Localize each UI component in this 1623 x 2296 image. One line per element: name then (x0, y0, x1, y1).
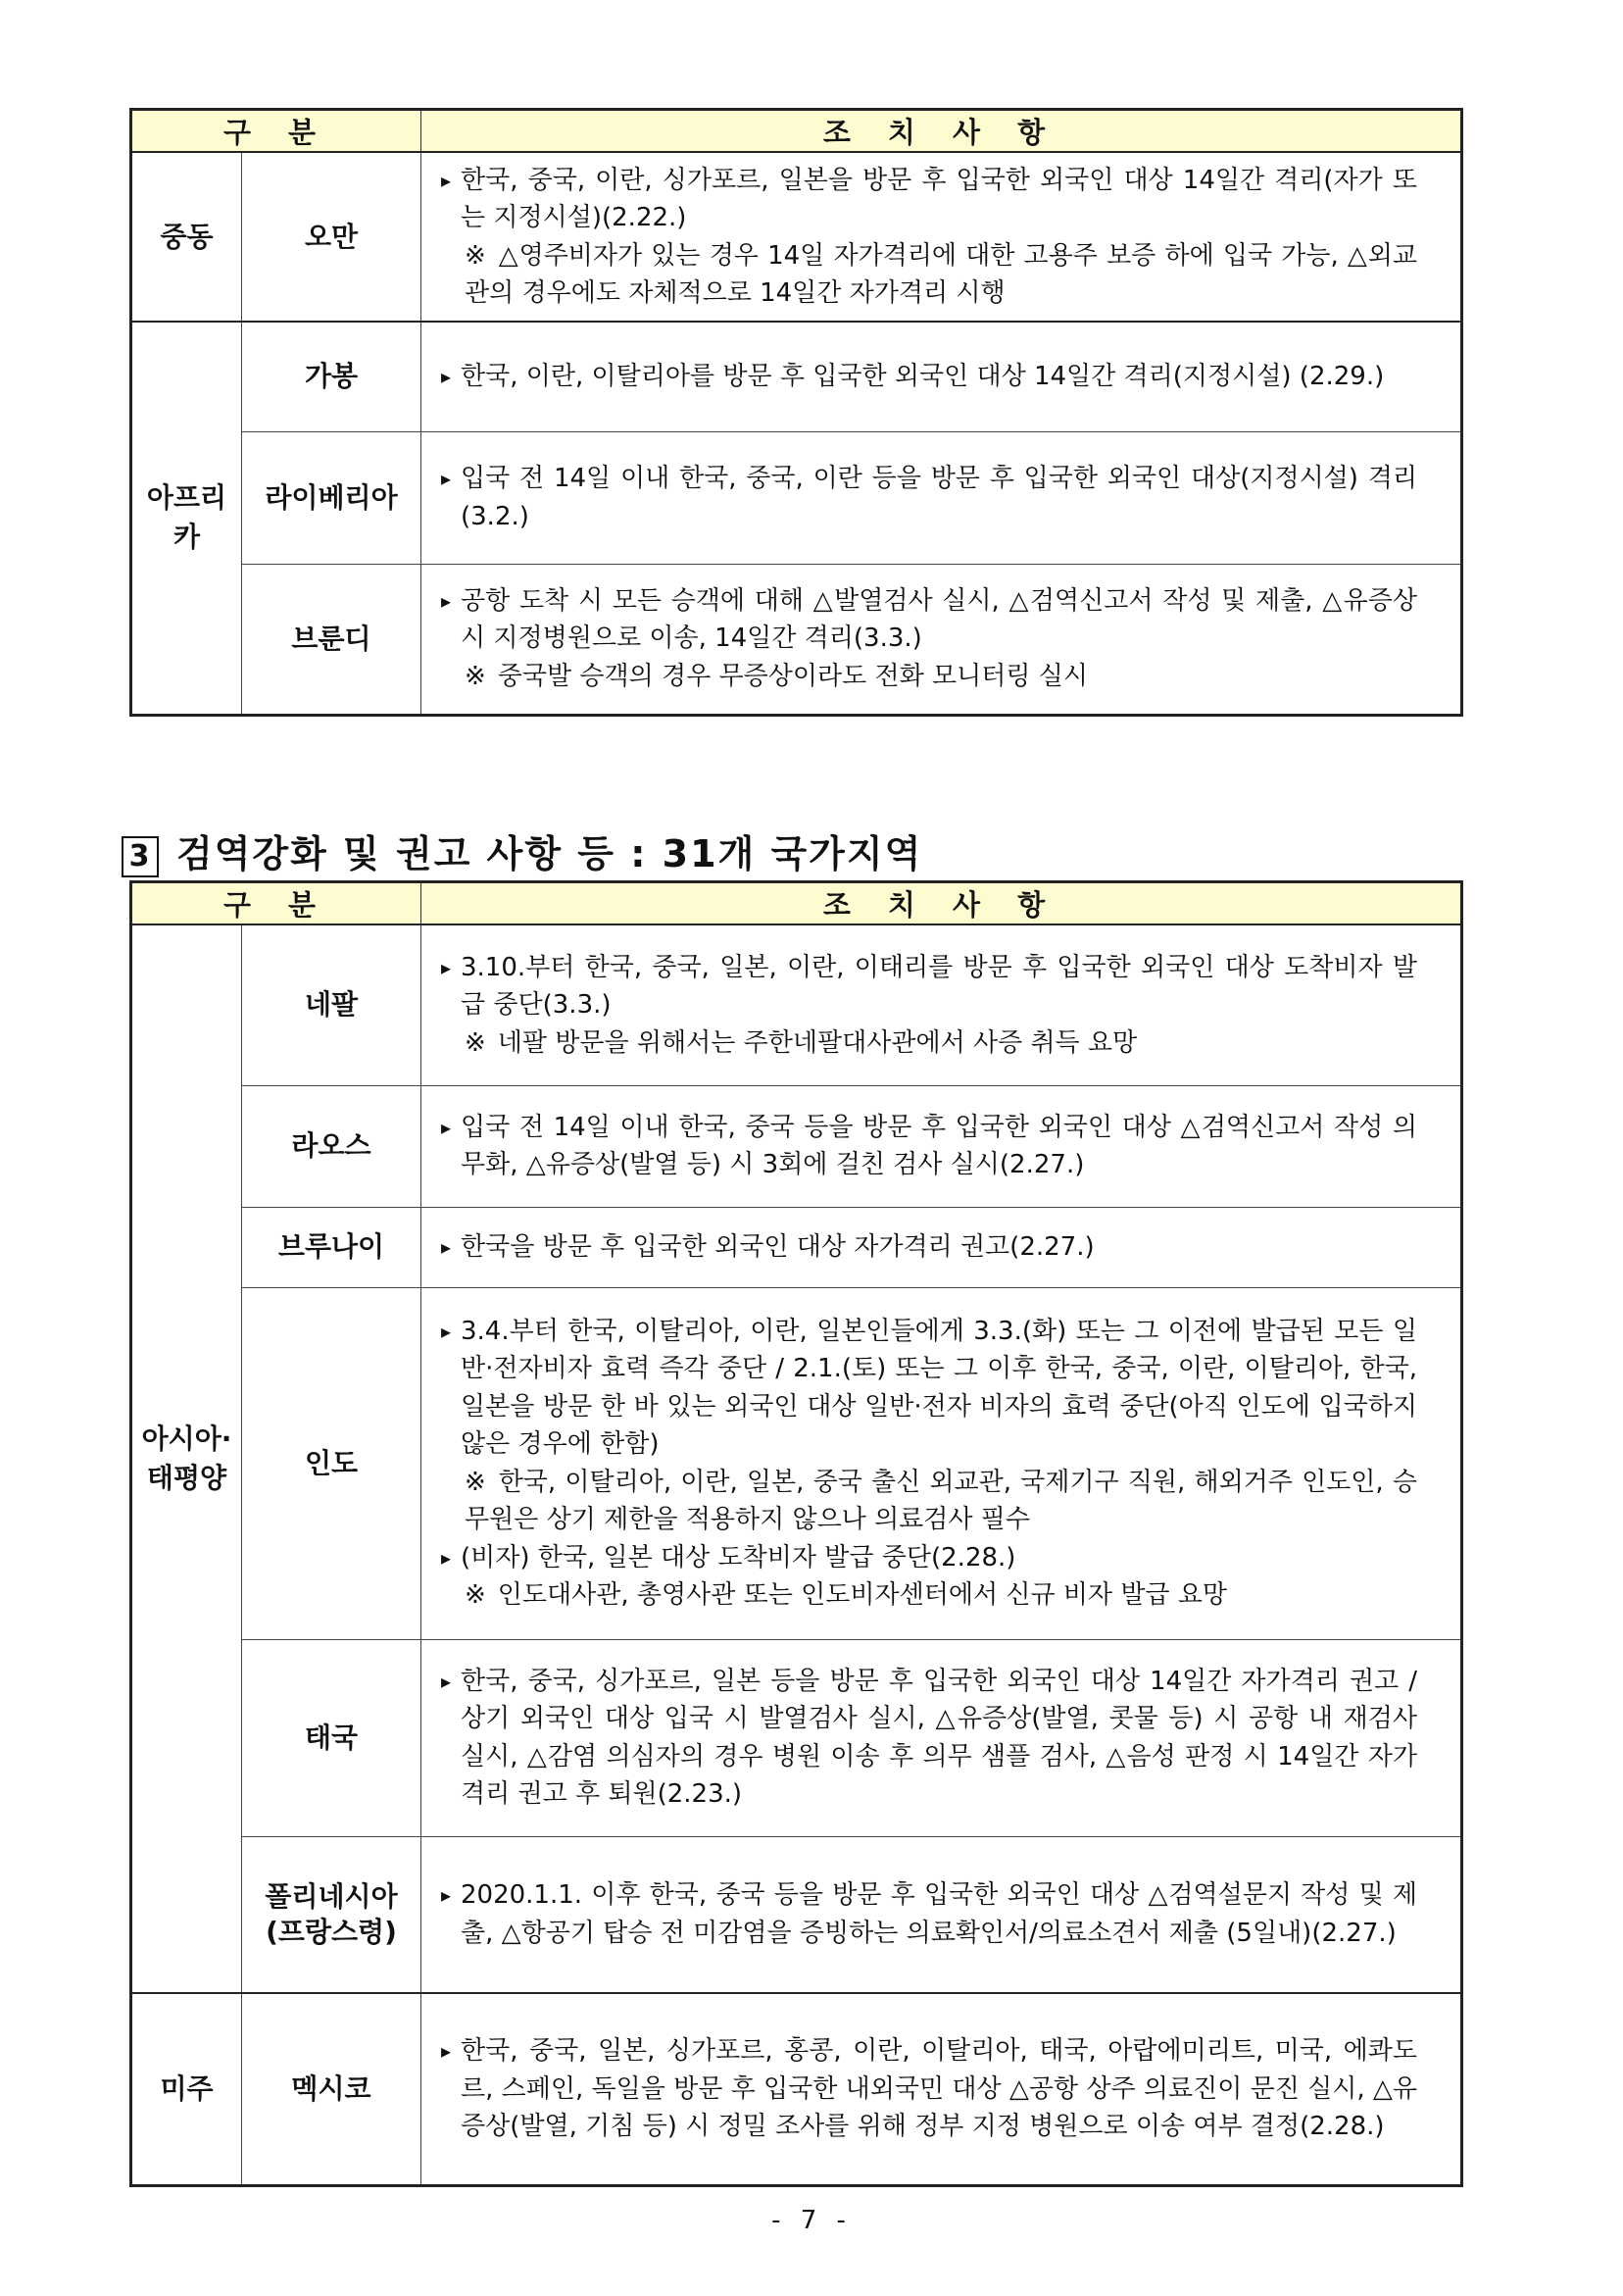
country-cell: 멕시코 (242, 1993, 421, 2185)
region-cell: 중동 (131, 152, 242, 322)
measure-bullet: ▸ 입국 전 14일 이내 한국, 중국 등을 방문 후 입국한 외국인 대상 △검역신고서 작성 의무화, △유증상(발열 등) 시 3회에 걸친 검사 실시(2.27.) (443, 1109, 1417, 1184)
measure-bullet: ▸ 공항 도착 시 모든 승객에 대해 △발열검사 실시, △검역신고서 작성 및 제출, △유증상 시 지정병원으로 이송, 14일간 격리(3.3.) (443, 582, 1417, 658)
measure-bullet: ▸ 2020.1.1. 이후 한국, 중국 등을 방문 후 입국한 외국인 대상 △검역설문지 작성 및 제출, △항공기 탑승 전 미감염을 증빙하는 의료확인서/의료소견서 제출 (5일내)(2.27.) (443, 1876, 1417, 1952)
measure-bullet: ▸ 한국, 중국, 싱가포르, 일본 등을 방문 후 입국한 외국인 대상 14일간 자가격리 권고 / 상기 외국인 대상 입국 시 발열검사 실시, △유증상(발열, 콧물 등) 시 공항 내 재검사 실시, △감염 의심자의 경우 병원 이송 후 의무 샘플 검사, △음성 판정 시 14일간 자가격리 권고 후 퇴원(2.23.) (443, 1663, 1417, 1814)
header-measures: 조 치 사 항 (421, 110, 1462, 153)
measure-cell (421, 564, 1462, 715)
measure-cell (421, 1836, 1462, 1993)
measure-cell (421, 322, 1462, 431)
measure-cell (421, 1287, 1462, 1639)
section-number-box: 3 (122, 836, 159, 877)
measure-note: ※ 네팔 방문을 위해서는 주한네팔대사관에서 사증 취득 요망 (465, 1027, 1138, 1058)
measure-bullet: ▸ 3.10.부터 한국, 중국, 일본, 이란, 이태리를 방문 후 입국한 외국인 대상 도착비자 발급 중단(3.3.) (443, 949, 1417, 1024)
country-cell: 라이베리아 (242, 431, 421, 564)
country-cell: 인도 (242, 1287, 421, 1639)
country-cell: 라오스 (242, 1085, 421, 1207)
country-cell: 오만 (242, 152, 421, 322)
region-cell: 아시아· 태평양 (131, 924, 242, 1993)
measure-note: ※ △영주비자가 있는 경우 14일 자가격리에 대한 고용주 보증 하에 입국 가능, △외교관의 경우에도 자체적으로 14일간 자가격리 시행 (465, 240, 1417, 308)
header-category: 구 분 (131, 110, 421, 153)
table-row (131, 1836, 1462, 1993)
measure-note: ※ 인도대사관, 총영사관 또는 인도비자센터에서 신규 비자 발급 요망 (465, 1580, 1228, 1610)
measure-bullet: ▸ 3.4.부터 한국, 이탈리아, 이란, 일본인들에게 3.3.(화) 또는 그 이전에 발급된 모든 일반·전자비자 효력 즉각 중단 / 2.1.(토) 또는 그 이후 한국, 중국, 이란, 이탈리아, 한국, 일본을 방문 한 바 있는 외국인 대상 일반·전자 비자의 효력 중단(아직 인도에 입국하지 않은 경우에 한함) (443, 1313, 1417, 1464)
country-cell: 가봉 (242, 322, 421, 431)
measure-cell (421, 1993, 1462, 2185)
measure-bullet: ▸ 한국, 이란, 이탈리아를 방문 후 입국한 외국인 대상 14일간 격리(지정시설) (2.29.) (443, 358, 1417, 396)
table-row (131, 1085, 1462, 1207)
measure-bullet: ▸ (비자) 한국, 일본 대상 도착비자 발급 중단(2.28.) (443, 1539, 1417, 1577)
measures-table-2 (129, 880, 1463, 2187)
measure-note: ※ 한국, 이탈리아, 이란, 일본, 중국 출신 외교관, 국제기구 직원, 해외거주 인도인, 승무원은 상기 제한을 적용하지 않으나 의료검사 필수 (465, 1467, 1417, 1534)
country-cell: 폴리네시아 (프랑스령) (242, 1836, 421, 1993)
header-measures: 조 치 사 항 (421, 882, 1462, 925)
measure-bullet: ▸ 입국 전 14일 이내 한국, 중국, 이란 등을 방문 후 입국한 외국인 대상(지정시설) 격리(3.2.) (443, 460, 1417, 535)
table-row (131, 1639, 1462, 1836)
table-row (131, 1287, 1462, 1639)
measure-cell (421, 152, 1462, 322)
measure-cell (421, 1085, 1462, 1207)
measure-bullet: ▸ 한국, 중국, 이란, 싱가포르, 일본을 방문 후 입국한 외국인 대상 14일간 격리(자가 또는 지정시설)(2.22.) (443, 162, 1417, 237)
table-row (131, 1207, 1462, 1287)
table-row (131, 1993, 1462, 2185)
table-header-row (131, 882, 1462, 925)
table-header-row (131, 110, 1462, 153)
measure-cell (421, 431, 1462, 564)
country-cell: 브룬디 (242, 564, 421, 715)
measures-table-1 (129, 108, 1463, 717)
table-row (131, 152, 1462, 322)
measure-cell (421, 1639, 1462, 1836)
section-heading (122, 824, 922, 877)
country-cell: 네팔 (242, 924, 421, 1085)
table-row (131, 924, 1462, 1085)
table-row (131, 322, 1462, 431)
measure-cell (421, 1207, 1462, 1287)
country-cell: 브루나이 (242, 1207, 421, 1287)
region-cell: 미주 (131, 1993, 242, 2185)
section-title: 검역강화 및 권고 사항 등 : 31개 국가지역 (176, 832, 923, 875)
page-number: - 7 - (771, 2206, 852, 2235)
header-category: 구 분 (131, 882, 421, 925)
country-cell: 태국 (242, 1639, 421, 1836)
measure-cell (421, 924, 1462, 1085)
measure-note: ※ 중국발 승객의 경우 무증상이라도 전화 모니터링 실시 (465, 661, 1088, 691)
table-row (131, 431, 1462, 564)
table-row (131, 564, 1462, 715)
measure-bullet: ▸ 한국, 중국, 일본, 싱가포르, 홍콩, 이란, 이탈리아, 태국, 아랍에미리트, 미국, 에콰도르, 스페인, 독일을 방문 후 입국한 내외국민 대상 △공항 상주 의료진이 문진 실시, △유증상(발열, 기침 등) 시 정밀 조사를 위해 정부 지정 병원으로 이송 여부 결정(2.28.) (443, 2032, 1417, 2146)
region-cell: 아프리카 (131, 322, 242, 715)
measure-bullet: ▸ 한국을 방문 후 입국한 외국인 대상 자가격리 권고(2.27.) (443, 1228, 1417, 1267)
